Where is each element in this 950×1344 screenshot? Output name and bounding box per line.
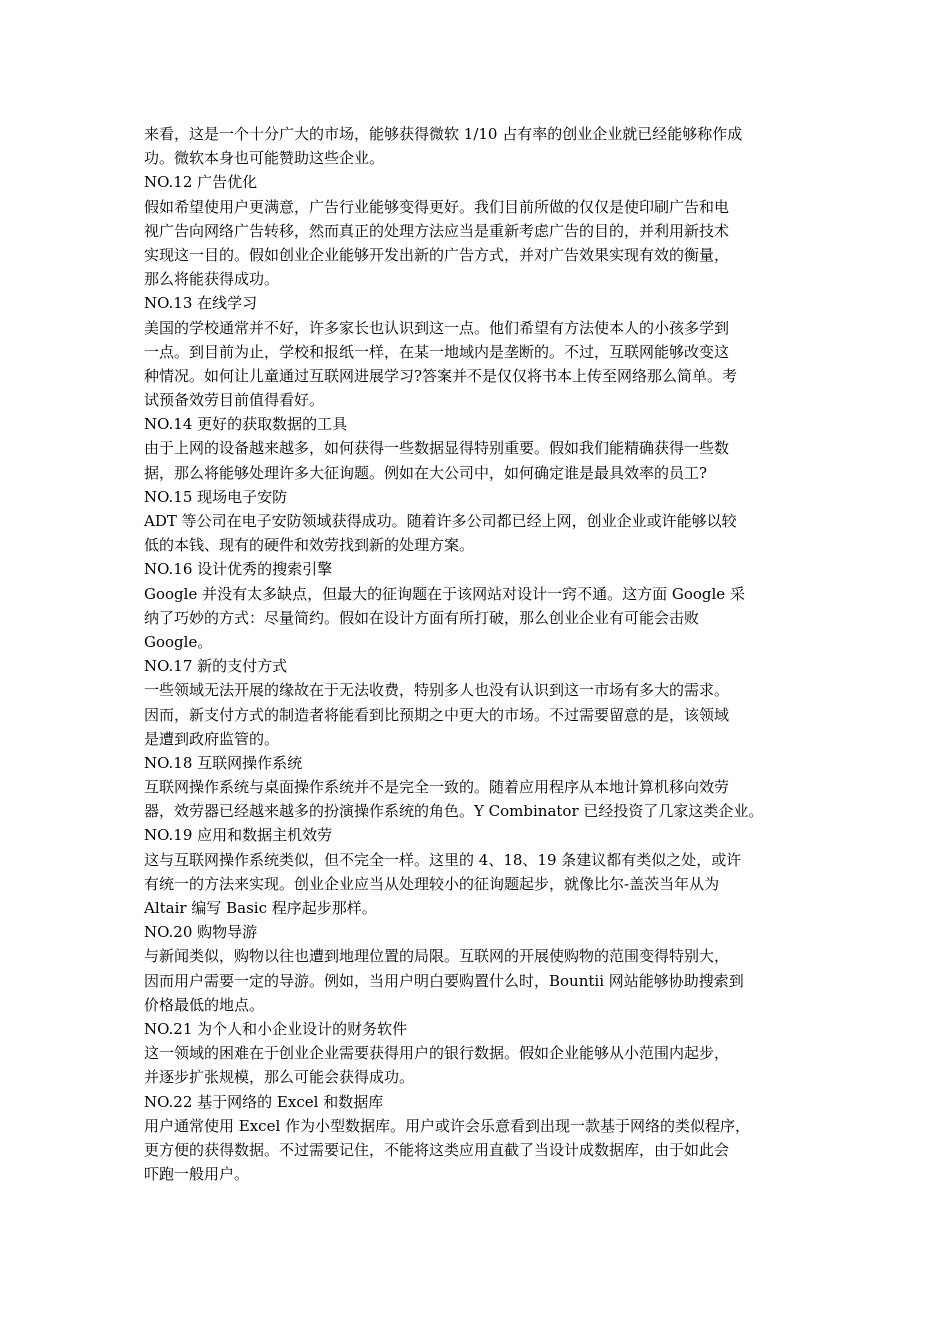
text-line: 吓跑一般用户。 <box>144 1165 250 1184</box>
text-line: 实现这一目的。假如创业企业能够开发出新的广告方式，并对广告效果实现有效的衡量， <box>144 245 730 264</box>
text-line: 互联网操作系统与桌面操作系统并不是完全一致的。随着应用程序从本地计算机移向效劳 <box>144 778 730 797</box>
text-line: Altair 编写 Basic 程序起步那样。 <box>144 899 377 917</box>
text-line: 假如希望使用户更满意，广告行业能够变得更好。我们目前所做的仅仅是使印刷广告和电 <box>144 197 730 216</box>
section-heading: NO.16 设计优秀的搜索引擎 <box>144 560 333 579</box>
text-line: 是遭到政府监管的。 <box>144 729 280 748</box>
text-line: 因而用户需要一定的导游。例如，当用户明白要购置什么时，Bountii 网站能够协助搜索到 <box>144 971 744 990</box>
section-heading: NO.22 基于网络的 Excel 和数据库 <box>144 1092 384 1111</box>
text-line: 那么将能获得成功。 <box>144 270 280 289</box>
text-line: 试预备效劳目前值得看好。 <box>144 391 325 410</box>
text-line: 更方便的获得数据。不过需要记住，不能将这类应用直截了当设计成数据库，由于如此会 <box>144 1140 730 1159</box>
text-line: 由于上网的设备越来越多，如何获得一些数据显得特别重要。假如我们能精确获得一些数 <box>144 439 730 458</box>
text-line: 与新闻类似，购物以往也遭到地理位置的局限。互联网的开展使购物的范围变得特别大， <box>144 947 730 966</box>
text-line: 纳了巧妙的方式：尽量简约。假如在设计方面有所打破，那么创业企业有可能会击败 <box>144 608 700 627</box>
text-line: 并逐步扩张规模，那么可能会获得成功。 <box>144 1068 415 1087</box>
document-body <box>144 122 820 1186</box>
section-heading: NO.15 现场电子安防 <box>144 487 288 506</box>
section-heading: NO.19 应用和数据主机效劳 <box>144 826 333 845</box>
text-line: 低的本钱、现有的硬件和效劳找到新的处理方案。 <box>144 536 475 555</box>
text-line: 美国的学校通常并不好，许多家长也认识到这一点。他们希望有方法使本人的小孩多学到 <box>144 318 730 337</box>
text-line: 有统一的方法来实现。创业企业应当从处理较小的征询题起步，就像比尔-盖茨当年从为 <box>144 874 720 893</box>
section-heading: NO.14 更好的获取数据的工具 <box>144 415 348 434</box>
text-line: 这与互联网操作系统类似，但不完全一样。这里的 4、18、19 条建议都有类似之处，或许 <box>144 850 742 869</box>
section-heading: NO.20 购物导游 <box>144 923 258 942</box>
text-line: 这一领域的困难在于创业企业需要获得用户的银行数据。假如企业能够从小范围内起步， <box>144 1044 730 1063</box>
text-line: 据，那么将能够处理许多大征询题。例如在大公司中，如何确定谁是最具效率的员工? <box>144 463 708 482</box>
text-line: Google 并没有太多缺点，但最大的征询题在于该网站对设计一窍不通。这方面 Google 采 <box>144 584 745 603</box>
text-line: 器，效劳器已经越来越多的扮演操作系统的角色。Y Combinator 已经投资了几家这类企业。 <box>144 802 764 821</box>
text-line: 价格最低的地点。 <box>144 995 265 1014</box>
section-heading: NO.13 在线学习 <box>144 294 258 313</box>
text-line: ADT 等公司在电子安防领域获得成功。随着许多公司都已经上网，创业企业或许能够以较 <box>144 512 737 530</box>
text-line: 种情况。如何让儿童通过互联网进展学习?答案并不是仅仅将书本上传至网络那么简单。考 <box>144 366 738 385</box>
text-line: 功。微软本身也可能赞助这些企业。 <box>144 149 385 168</box>
text-line: 视广告向网络广告转移，然而真正的处理方法应当是重新考虑广告的目的，并利用新技术 <box>144 221 730 240</box>
text-line: 来看，这是一个十分广大的市场，能够获得微软 1/10 占有率的创业企业就已经能够称作成 <box>144 125 743 143</box>
section-heading: NO.12 广告优化 <box>144 173 258 192</box>
text-line: 一点。到目前为止，学校和报纸一样，在某一地域内是垄断的。不过，互联网能够改变这 <box>144 342 730 361</box>
section-heading: NO.21 为个人和小企业设计的财务软件 <box>144 1019 408 1038</box>
section-heading: NO.18 互联网操作系统 <box>144 753 303 772</box>
text-line: 一些领域无法开展的缘故在于无法收费，特别多人也没有认识到这一市场有多大的需求。 <box>144 681 730 700</box>
section-heading: NO.17 新的支付方式 <box>144 657 288 676</box>
text-line: 因而，新支付方式的制造者将能看到比预期之中更大的市场。不过需要留意的是，该领域 <box>144 705 730 724</box>
text-line: Google。 <box>144 632 213 651</box>
text-line: 用户通常使用 Excel 作为小型数据库。用户或许会乐意看到出现一款基于网络的类似程序， <box>144 1116 751 1135</box>
